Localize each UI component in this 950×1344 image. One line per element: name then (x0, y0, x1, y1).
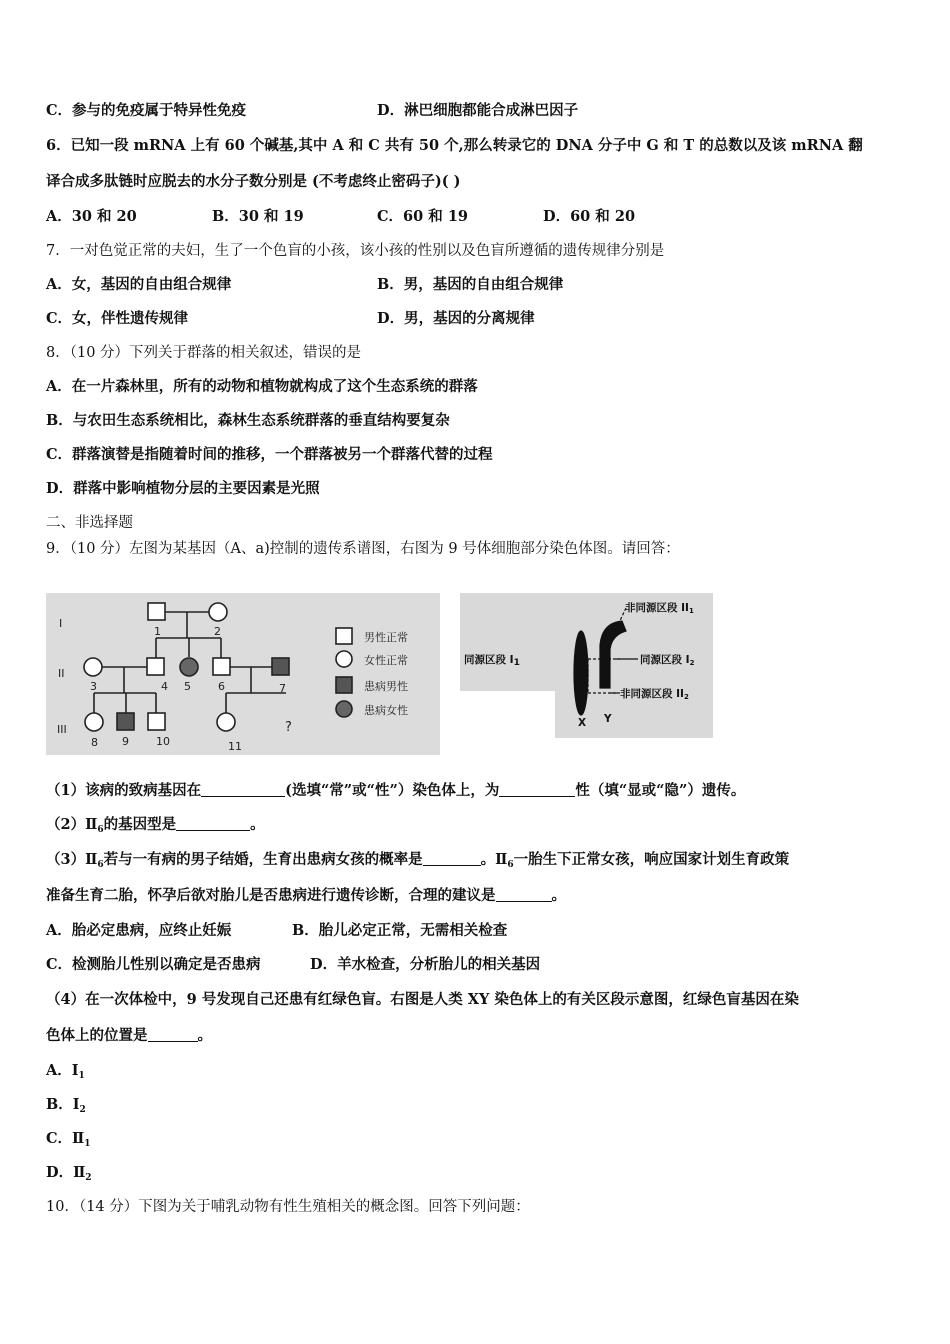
gen-label-ii: II (58, 667, 65, 680)
q9-part4-option-c: C．$Ⅱ_1$ (46, 1130, 91, 1149)
gen-label-i: I (59, 617, 63, 630)
q7-option-d: D．男，基因的分离规律 (377, 310, 535, 327)
q8-option-b: B．与农田生态系统相比，森林生态系统群落的垂直结构要复杂 (46, 412, 450, 429)
q9-part1: （1）该病的致病基因在 (选填“常”或“性”）染色体上，为 性（填“显或“隐”）遗传。 (46, 782, 746, 799)
q6-option-b: B．30 和 19 (212, 208, 304, 225)
q8-option-d: D．群落中影响植物分层的主要因素是光照 (46, 480, 320, 497)
legend-affected-female: 患病女性 (364, 704, 408, 717)
id-4: 4 (161, 680, 168, 693)
q9-part3-option-c: C．检测胎儿性别以确定是否患病 (46, 956, 261, 973)
id-11: 11 (228, 740, 242, 753)
id-1: 1 (154, 625, 161, 638)
gen-label-iii: III (57, 723, 67, 736)
label-homologous-i2: 同源区段 I2 (640, 654, 695, 667)
pedigree-figure (46, 593, 440, 755)
label-x: X (578, 717, 587, 729)
q8-option-a: A．在一片森林里，所有的动物和植物就构成了这个生态系统的群落 (46, 378, 478, 395)
label-homologous-i1: 同源区段 I1 (464, 654, 520, 668)
legend-affected-male: 患病男性 (364, 680, 408, 693)
q6-option-c: C．60 和 19 (377, 208, 468, 225)
q7-stem: 7．一对色觉正常的夫妇，生了一个色盲的小孩，该小孩的性别以及色盲所遵循的遗传规律分别是 (46, 243, 665, 259)
id-9: 9 (122, 735, 129, 748)
q9-part4-option-a: A．$I_1$ (46, 1062, 85, 1081)
q9-part3-option-a: A．胎必定患病，应终止妊娠 (46, 922, 232, 939)
q9-part4-option-b: B．$I_2$ (46, 1096, 86, 1115)
id-unknown: ? (285, 720, 292, 735)
legend-normal-female: 女性正常 (364, 654, 408, 667)
q9-part3-option-b: B．胎儿必定正常，无需相关检查 (292, 922, 508, 939)
section-heading: 二、非选择题 (46, 515, 133, 531)
q8-stem: 8．（10 分）下列关于群落的相关叙述，错误的是 (46, 345, 362, 361)
id-2: 2 (214, 625, 221, 638)
q6-stem-line2: 译合成多肽链时应脱去的水分子数分别是 (不考虑终止密码子)( ) (46, 173, 461, 190)
q5-option-d: D．淋巴细胞都能合成淋巴因子 (377, 102, 579, 119)
xy-chromosome-diagram (460, 593, 713, 738)
id-10: 10 (156, 735, 170, 748)
q9-part2: $(2)Ⅱ_6$的基因型是 。 (46, 816, 265, 835)
label-y: Y (604, 713, 612, 725)
q6-option-a: A．30 和 20 (46, 208, 137, 225)
q9-stem: 9．（10 分）左图为某基因（A、a)控制的遗传系谱图，右图为 9 号体细胞部分染色体图。请回答： (46, 541, 680, 557)
q7-option-c: C．女，伴性遗传规律 (46, 310, 189, 327)
q7-option-a: A．女，基因的自由组合规律 (46, 276, 232, 293)
q9-part4-line1: （4）在一次体检中，9 号发现自己还患有红绿色盲。右图是人类 XY 染色体上的有关区段示意图，红绿色盲基因在染 (46, 991, 799, 1008)
pedigree-chart (46, 593, 440, 755)
q6-option-d: D．60 和 20 (543, 208, 636, 225)
q8-option-c: C．群落演替是指随着时间的推移，一个群落被另一个群落代替的过程 (46, 446, 493, 463)
q9-part3-line1: $(3)Ⅱ_6$若与一有病的男子结婚，生育出患病女孩的概率是 。$Ⅱ_6$一胎生下正常女孩，响应国家计划生育政策 (46, 851, 790, 870)
legend-normal-male: 男性正常 (364, 631, 408, 644)
xy-chromosome-figure (460, 593, 713, 738)
q7-option-b: B．男，基因的自由组合规律 (377, 276, 564, 293)
id-8: 8 (91, 736, 98, 749)
q10-stem: 10．（14 分）下图为关于哺乳动物有性生殖相关的概念图。回答下列问题： (46, 1199, 530, 1215)
q5-option-c: C．参与的免疫属于特异性免疫 (46, 102, 247, 119)
q9-part4-option-d: D．$Ⅱ_2$ (46, 1164, 92, 1183)
label-nonhomologous-ii2: 非同源区段 II2 (620, 688, 689, 701)
q9-part3-line2: 准备生育二胎，怀孕后欲对胎儿是否患病进行遗传诊断，合理的建议是 。 (46, 887, 566, 904)
id-5: 5 (184, 680, 191, 693)
label-nonhomologous-ii1: 非同源区段 II1 (625, 602, 694, 615)
id-6: 6 (218, 680, 225, 693)
q9-part3-option-d: D．羊水检查，分析胎儿的相关基因 (310, 956, 541, 973)
q6-stem-line1: 6．已知一段 mRNA 上有 60 个碱基,其中 A 和 C 共有 50 个,那么转录它的 DNA 分子中 G 和 T 的总数以及该 mRNA 翻 (46, 137, 863, 154)
id-7: 7 (279, 682, 286, 695)
id-3: 3 (90, 680, 97, 693)
q9-part4-line2: 色体上的位置是 。 (46, 1027, 212, 1044)
